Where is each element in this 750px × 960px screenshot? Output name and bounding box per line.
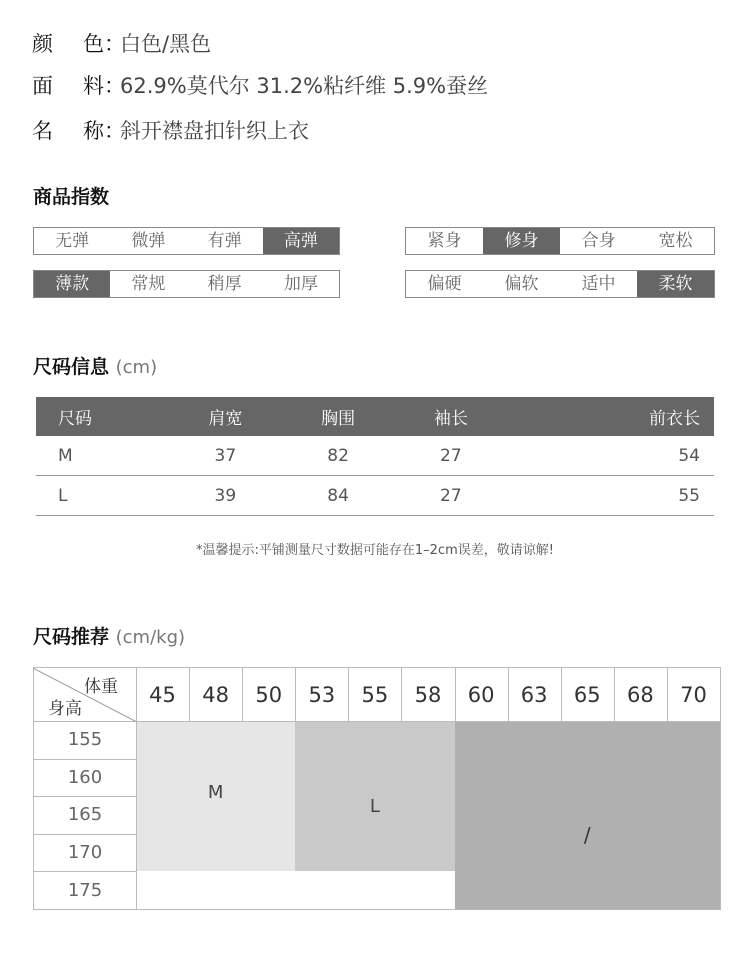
table-row [36, 476, 714, 516]
elasticity-option: 微弹 [131, 231, 166, 251]
table-cell: 54 [507, 436, 714, 476]
elasticity-option: 高弹 [263, 228, 339, 254]
fit-option: 合身 [581, 231, 616, 251]
info-fabric-value: 62.9%莫代尔 31.2%粘纤维 5.9%蚕丝 [120, 74, 489, 98]
weight-header: 45 [149, 682, 176, 707]
table-cell: 82 [282, 436, 395, 476]
weight-header: 68 [626, 682, 654, 707]
table-cell: 27 [395, 436, 508, 476]
table-cell: 39 [169, 476, 282, 516]
height-label: 160 [67, 766, 103, 788]
thickness-option: 薄款 [34, 271, 110, 297]
measurement-note: *温馨提示:平铺测量尺寸数据可能存在1–2cm误差，敬请谅解! [196, 543, 554, 558]
thickness-option: 稍厚 [207, 274, 242, 294]
elasticity-option: 无弹 [55, 231, 90, 251]
size-table-header: 前衣长 [507, 397, 714, 436]
size-m-label: M [207, 781, 224, 803]
corner-height-label: 身高 [48, 698, 82, 719]
size-table-header: 袖长 [395, 397, 508, 436]
size-info-title: 尺码信息 (cm) [33, 356, 158, 378]
height-label: 165 [67, 804, 103, 826]
table-cell: 84 [282, 476, 395, 516]
table-cell: 37 [169, 436, 282, 476]
info-name: 名 称：斜开襟盘扣针织上衣 [32, 119, 309, 143]
weight-header: 63 [520, 682, 548, 707]
weight-header: 53 [308, 682, 336, 707]
info-fabric: 面 料：62.9%莫代尔 31.2%粘纤维 5.9%蚕丝 [32, 74, 489, 98]
weight-header: 58 [414, 682, 442, 707]
size-l-label: L [369, 795, 380, 817]
size-table-header: 肩宽 [169, 397, 282, 436]
thickness-scale [33, 270, 340, 298]
fit-option: 宽松 [658, 231, 693, 251]
softness-scale [405, 270, 715, 298]
weight-header: 55 [361, 682, 389, 707]
recommend-title: 尺码推荐 (cm/kg) [33, 626, 186, 648]
size-table-header: 胸围 [282, 397, 395, 436]
size-na-label: / [583, 823, 591, 847]
softness-option: 柔软 [637, 271, 714, 297]
info-name-value: 斜开襟盘扣针织上衣 [120, 119, 309, 143]
weight-header: 70 [680, 682, 707, 707]
fit-option: 紧身 [427, 231, 462, 251]
info-color-value: 白色/黑色 [120, 32, 212, 56]
size-table [36, 397, 714, 516]
weight-header: 60 [467, 682, 495, 707]
size-recommend-grid [33, 667, 721, 910]
table-cell: L [36, 476, 169, 516]
fit-option: 修身 [483, 228, 560, 254]
size-table-header: 尺码 [36, 397, 169, 436]
softness-option: 适中 [581, 274, 616, 294]
info-color: 颜 色：白色/黑色 [32, 32, 212, 56]
fit-scale [405, 227, 715, 255]
weight-header: 50 [255, 682, 283, 707]
corner-weight-label: 体重 [84, 676, 118, 697]
elasticity-option: 有弹 [207, 231, 242, 251]
softness-option: 偏硬 [427, 274, 462, 294]
softness-option: 偏软 [504, 274, 539, 294]
weight-header: 65 [573, 682, 601, 707]
table-cell: 27 [395, 476, 508, 516]
height-label: 155 [67, 729, 103, 751]
index-title: 商品指数 [33, 186, 110, 208]
grid-line [720, 668, 721, 721]
height-label: 175 [67, 879, 103, 901]
table-cell: M [36, 436, 169, 476]
height-label: 170 [67, 842, 103, 864]
table-row [36, 436, 714, 476]
weight-header: 48 [202, 682, 229, 707]
thickness-option: 常规 [131, 274, 166, 294]
elasticity-scale [33, 227, 340, 255]
table-cell: 55 [507, 476, 714, 516]
thickness-option: 加厚 [283, 274, 318, 294]
